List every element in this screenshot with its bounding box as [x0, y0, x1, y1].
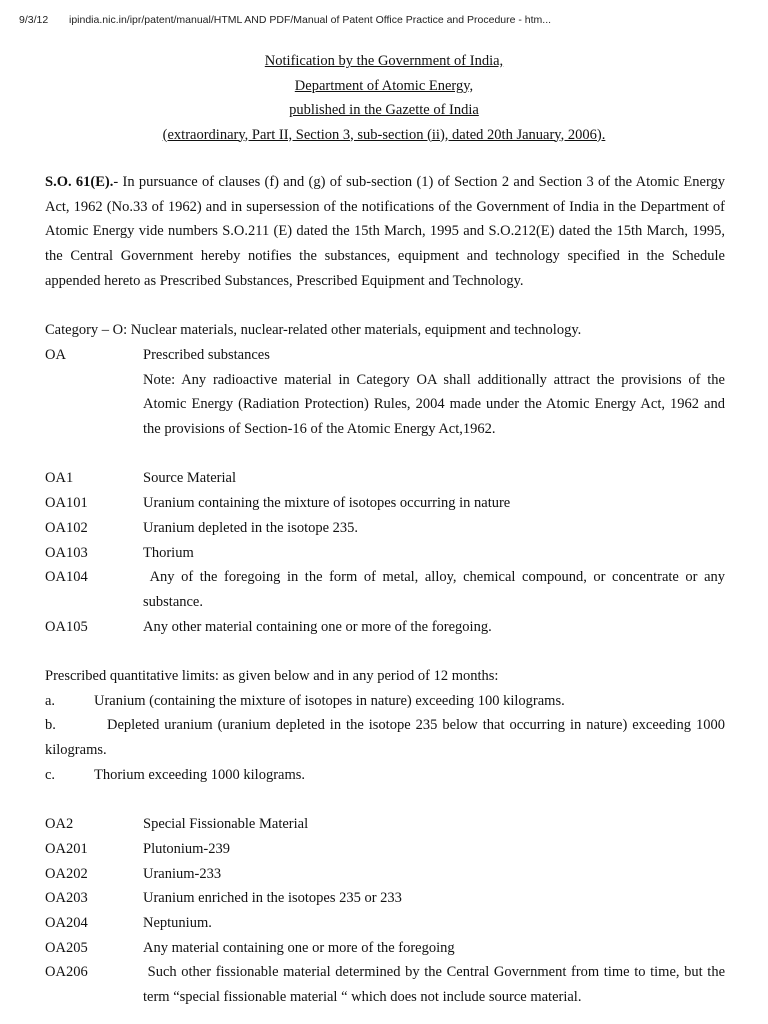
print-date: 9/3/12	[19, 14, 49, 26]
limit-item: a. Uranium (containing the mixture of isotopes in nature) exceeding 100 kilograms.	[45, 692, 565, 709]
limit-item: c. Thorium exceeding 1000 kilograms.	[45, 766, 306, 783]
list-item: OA203 Uranium enriched in the isotopes 235 or 233	[45, 890, 402, 907]
browser-print-header	[19, 14, 758, 30]
notification-heading	[0, 49, 768, 147]
list-item: OA205 Any material containing one or more of the foregoing	[45, 939, 455, 956]
category-label: Prescribed substances	[143, 346, 270, 363]
heading-line-2: Department of Atomic Energy,	[294, 77, 474, 94]
group1-list	[45, 466, 729, 639]
document-body	[45, 170, 729, 1010]
list-item: OA104 Any of the foregoing in the form of metal, alloy, chemical compound, or concentrate or any substance.	[45, 569, 729, 610]
list-item: OA105 Any other material containing one or more of the foregoing.	[45, 618, 492, 635]
category-note: Note: Any radioactive material in Category OA shall additionally attract the provisions of the Atomic Energy (Radiation Protection) Rules, 2004 made under the Atomic Energy Act, 1962 and the provisions of Section-16 of the Atomic Energy Act,1962.	[143, 371, 725, 438]
list-item: OA101 Uranium containing the mixture of isotopes occurring in nature	[45, 495, 511, 512]
list-item: OA103 Thorium	[45, 544, 194, 561]
group2-list	[45, 812, 729, 1010]
list-item: OA206 Such other fissionable material determined by the Central Government from time to time, but the term “special fissionable material “ which does not include source material.	[45, 964, 729, 1006]
intro-text: - In pursuance of clauses (f) and (g) of sub-section (1) of Section 2 and Section 3 of the Atomic Energy Act, 1962 (No.33 of 1962) and in supersession of the notifications of the Government of India in the Department of Atomic Energy vide numbers S.O.211 (E) dated the 15th March, 1995 and S.O.212(E) dated the 15th March, 1995, the Central Government hereby notifies the substances, equipment and technology specified in the Schedule appended hereto as Prescribed Substances, Prescribed Equipment and Technology.	[45, 174, 726, 289]
list-item: OA202 Uranium-233	[45, 865, 222, 882]
quantitative-limits-intro: Prescribed quantitative limits: as given below and in any period of 12 months:	[45, 668, 499, 685]
intro-label: S.O. 61(E).	[45, 174, 114, 190]
list-item: OA2 Special Fissionable Material	[45, 816, 309, 833]
heading-line-4: (extraordinary, Part II, Section 3, sub-section (ii), dated 20th January, 2006).	[162, 126, 606, 143]
list-item: OA201 Plutonium-239	[45, 840, 231, 857]
list-item: OA1 Source Material	[45, 470, 237, 487]
category-title: Category – O: Nuclear materials, nuclear-related other materials, equipment and technology.	[45, 322, 582, 339]
category-code: OA	[45, 346, 66, 363]
intro-paragraph	[45, 170, 725, 294]
category-row	[45, 343, 725, 368]
limit-item: b. Depleted uranium (uranium depleted in the isotope 235 below that occurring in nature) exceeding 1000 kilograms.	[45, 717, 725, 759]
list-item: OA204 Neptunium.	[45, 915, 212, 932]
page-url: ipindia.nic.in/ipr/patent/manual/HTML AND PDF/Manual of Patent Office Practice and Procedure - htm...	[69, 14, 552, 26]
heading-line-3: published in the Gazette of India	[289, 102, 479, 118]
list-item: OA102 Uranium depleted in the isotope 235.	[45, 519, 359, 536]
heading-line-1: Notification by the Government of India,	[264, 53, 504, 69]
